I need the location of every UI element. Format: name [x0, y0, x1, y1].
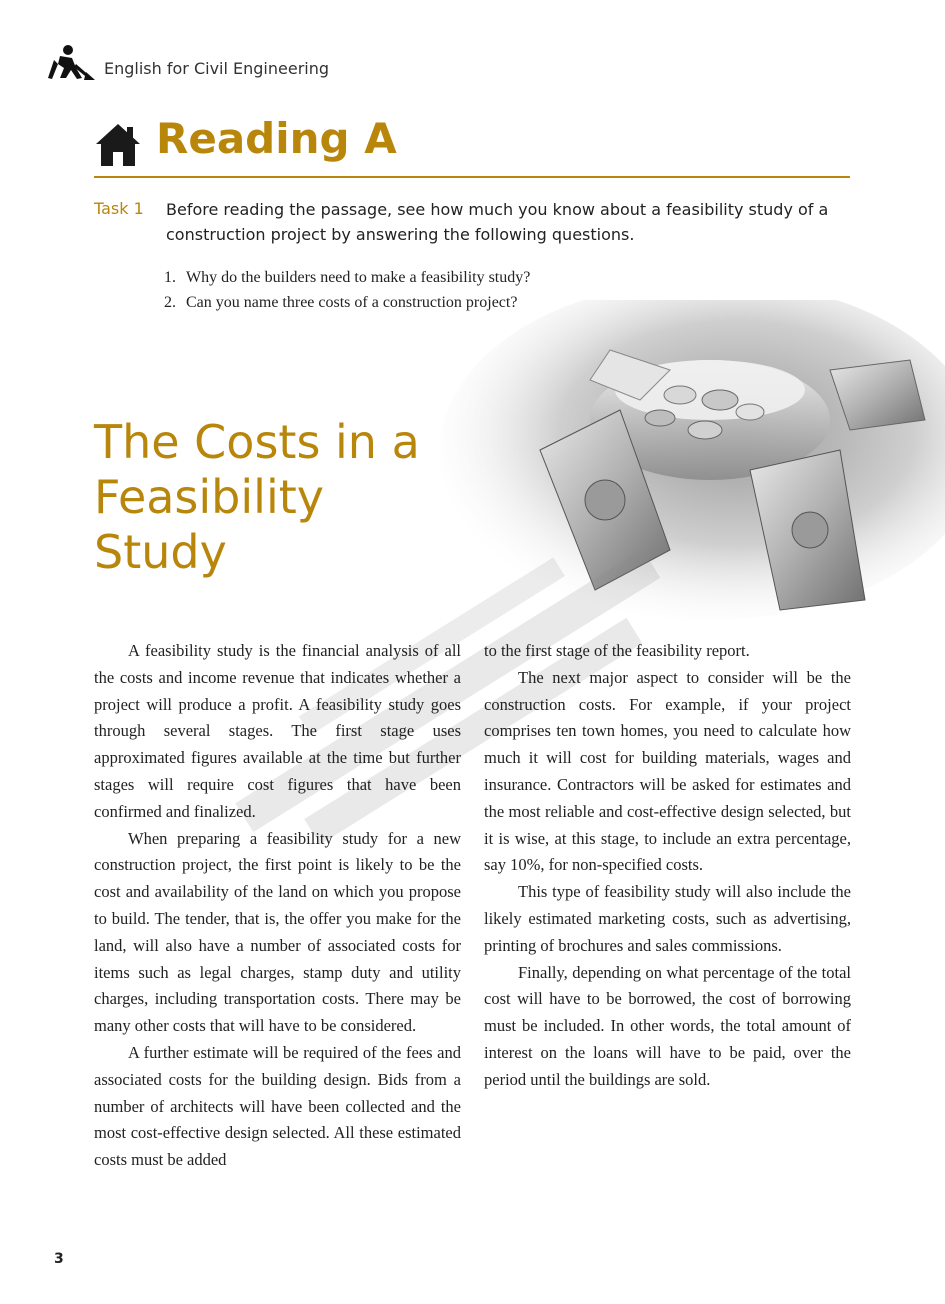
house-icon [94, 122, 142, 168]
article-title-line: Feasibility [94, 470, 324, 524]
book-title: English for Civil Engineering [104, 59, 330, 78]
task-instruction: Before reading the passage, see how much you know about a feasibility study of a construction project by answering the following questions. [166, 200, 829, 244]
running-header [46, 44, 329, 80]
paragraph-continuation: to the first stage of the feasibility report. [484, 641, 750, 660]
question-text: Why do the builders need to make a feasibility study? [186, 269, 531, 286]
paragraph: When preparing a feasibility study for a new construction project, the first point is likely to be the cost and availability of the land on which you propose to build. The tender, that is, the offer you make for the land, will also have a number of associated costs for items such as legal charges, stamp duty and utility charges, including transportation costs. There may be many other costs that will have to be considered. [94, 828, 461, 1036]
worker-shovel-icon [46, 44, 96, 80]
money-photo [420, 300, 945, 640]
list-item: 1. Why do the builders need to make a feasibility study? [164, 265, 530, 290]
paragraph: The next major aspect to consider will be the construction costs. For example, if your project comprises ten town homes, you need to calculate how much it will cost for building materials, wages and insurance. Contractors will be asked for estimates and the most reliable and cost-effective design selected, but it is wise, at this stage, to include an extra percentage, say 10%, for non-specified costs. [484, 667, 851, 875]
page-number: 3 [54, 1251, 64, 1267]
task-label: Task 1 [94, 199, 144, 218]
section-heading [94, 114, 850, 178]
article-title [94, 415, 454, 580]
paragraph: A feasibility study is the financial analysis of all the costs and income revenue that indicates whether a project will produce a profit. A feasibility study goes through several stages. The first stage uses approximated figures available at the time but further stages will require cost figures that have been confirmed and finalized. [94, 641, 461, 821]
section-title: Reading A [156, 114, 397, 163]
paragraph: This type of feasibility study will also include the likely estimated marketing costs, such as advertising, printing of brochures and sales commissions. [484, 882, 851, 955]
article-right-column [484, 638, 851, 1094]
article-left-column [94, 638, 461, 1174]
paragraph: A further estimate will be required of the fees and associated costs for the building design. Bids from a number of architects will have been collected and the most cost-effective design selected. All these estimated costs must be added [94, 1042, 461, 1170]
question-text: Can you name three costs of a construction project? [186, 294, 518, 311]
list-item: 2. Can you name three costs of a construction project? [164, 290, 530, 315]
article-title-line: Study [94, 525, 227, 579]
paragraph: Finally, depending on what percentage of the total cost will have to be borrowed, the cost of borrowing must be included. In other words, the total amount of interest on the loans will have to be paid, over the period until the buildings are sold. [484, 962, 851, 1089]
article-title-line: The Costs in a [94, 415, 420, 469]
